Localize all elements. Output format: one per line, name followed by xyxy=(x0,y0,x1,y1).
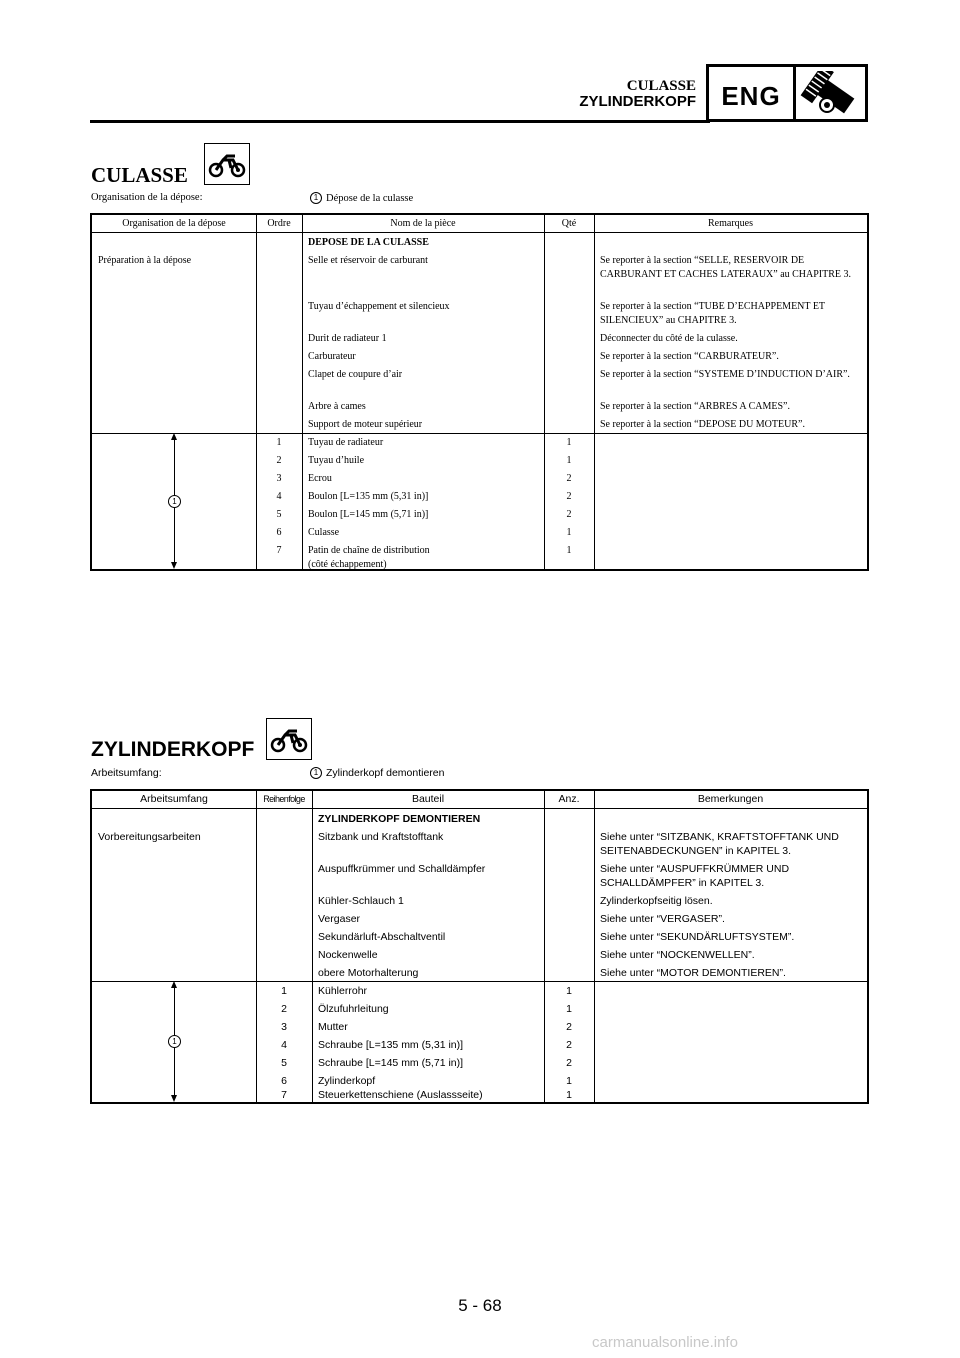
prep-remark: Siehe unter “AUSPUFFKRÜMMER UND SCHALLDÄMPFER” in KAPITEL 3. xyxy=(600,863,790,889)
prep-remark: Siehe unter “NOCKENWELLEN”. xyxy=(600,949,755,961)
removal-table-de xyxy=(90,789,869,1104)
org-label-fr: Organisation de la dépose: xyxy=(91,192,203,203)
part-order: 5 xyxy=(281,1057,287,1069)
header-rule xyxy=(90,120,710,123)
part-name: Schraube [L=135 mm (5,31 in)] xyxy=(318,1039,464,1051)
part-qty: 2 xyxy=(566,1039,572,1051)
prep-part: Clapet de coupure d’air xyxy=(308,369,403,380)
prep-part: Auspuffkrümmer und Schalldämpfer xyxy=(318,863,486,875)
header-title-de: ZYLINDERKOPF xyxy=(579,93,696,110)
org-text-de: Zylinderkopf demontieren xyxy=(326,767,445,779)
prep-label-de: Vorbereitungsarbeiten xyxy=(98,831,201,843)
part-name: Kühlerrohr xyxy=(318,985,368,997)
section-header-fr: DEPOSE DE LA CULASSE xyxy=(308,237,429,248)
part-order: 7 xyxy=(281,1089,287,1101)
col-header-org: Organisation de la dépose xyxy=(122,218,226,229)
part-order: 4 xyxy=(276,491,282,502)
part-name: Culasse xyxy=(308,527,340,538)
part-order: 3 xyxy=(276,473,282,484)
part-qty: 1 xyxy=(566,1003,572,1015)
prep-remark: Siehe unter “VERGASER”. xyxy=(600,913,725,925)
part-order: 1 xyxy=(281,985,287,997)
arrow-head-down xyxy=(171,562,177,569)
prep-remark: Siehe unter “SITZBANK, KRAFTSTOFFTANK UND SEITENABDECKUNGEN” in KAPITEL 3. xyxy=(600,831,839,857)
section-title-de: ZYLINDERKOPF xyxy=(91,738,255,761)
prep-part: Arbre à cames xyxy=(308,401,366,412)
org-text-fr: Dépose de la culasse xyxy=(326,193,414,204)
table-header-fr xyxy=(92,215,867,233)
engine-icon xyxy=(799,71,865,117)
col-header-remarks: Remarques xyxy=(708,218,753,229)
part-name: Ölzufuhrleitung xyxy=(318,1003,389,1015)
range-circle-de: 1 xyxy=(168,1035,181,1048)
prep-remark: Se reporter à la section “CARBURATEUR”. xyxy=(600,351,779,362)
part-order: 4 xyxy=(281,1039,287,1051)
section-label: ENG xyxy=(721,81,781,111)
col-divider xyxy=(594,791,595,1102)
prep-part: Sekundärluft-Abschaltventil xyxy=(318,931,446,943)
motorcycle-icon xyxy=(204,143,250,185)
col-divider xyxy=(302,215,303,569)
col-header-order: Ordre xyxy=(267,218,291,229)
prep-remark: Se reporter à la section “DEPOSE DU MOTEUR”. xyxy=(600,419,805,430)
section-tab-divider xyxy=(793,67,796,119)
col-header-org: Arbeitsumfang xyxy=(140,793,208,805)
prep-part: Vergaser xyxy=(318,913,361,925)
arrow-head-down xyxy=(171,1095,177,1102)
arrow-head-up xyxy=(171,981,177,988)
part-qty: 2 xyxy=(566,1057,572,1069)
part-qty: 1 xyxy=(566,1075,572,1087)
part-order: 6 xyxy=(281,1075,287,1087)
prep-remark: Se reporter à la section “SYSTEME D’INDUCTION D’AIR”. xyxy=(600,369,850,380)
col-divider xyxy=(312,791,313,1102)
prep-part: Carburateur xyxy=(308,351,356,362)
watermark-link[interactable]: carmanualsonline.info xyxy=(592,1334,738,1351)
prep-remark: Zylinderkopfseitig lösen. xyxy=(600,895,713,907)
prep-remark: Se reporter à la section “TUBE D’ECHAPPEMENT ET SILENCIEUX” au CHAPITRE 3. xyxy=(600,301,825,326)
prep-label-fr: Préparation à la dépose xyxy=(98,255,192,266)
prep-part: Support de moteur supérieur xyxy=(308,419,423,430)
part-qty: 1 xyxy=(566,545,572,556)
prep-part: obere Motorhalterung xyxy=(318,967,419,979)
col-header-qty: Qté xyxy=(561,218,577,229)
removal-table-fr xyxy=(90,213,869,571)
col-header-qty: Anz. xyxy=(558,793,580,805)
col-header-part: Bauteil xyxy=(411,793,445,805)
section-title-fr: CULASSE xyxy=(91,163,188,187)
part-qty: 2 xyxy=(566,509,572,520)
part-order: 3 xyxy=(281,1021,287,1033)
part-qty: 1 xyxy=(566,455,572,466)
arrow-head-up xyxy=(171,433,177,440)
prep-part: Selle et réservoir de carburant xyxy=(308,255,428,266)
table-header-de xyxy=(92,791,867,809)
part-qty: 2 xyxy=(566,473,572,484)
part-qty: 1 xyxy=(566,527,572,538)
section-divider xyxy=(92,433,867,434)
part-name: Boulon [L=135 mm (5,31 in)] xyxy=(308,491,429,502)
section-tab xyxy=(706,64,868,122)
part-name: Ecrou xyxy=(308,473,332,484)
prep-remark: Siehe unter “MOTOR DEMONTIEREN”. xyxy=(600,967,786,979)
part-qty: 1 xyxy=(566,437,572,448)
org-value-de xyxy=(310,767,444,779)
part-name: Zylinderkopf xyxy=(318,1075,376,1087)
header-title-fr: CULASSE xyxy=(626,78,696,94)
prep-part: Sitzbank und Kraftstofftank xyxy=(318,831,444,843)
org-value-fr xyxy=(310,192,413,204)
org-label-de: Arbeitsumfang: xyxy=(91,767,162,779)
part-qty: 2 xyxy=(566,1021,572,1033)
range-circle-fr: 1 xyxy=(168,495,181,508)
part-order: 2 xyxy=(276,455,282,466)
prep-remark: Se reporter à la section “SELLE, RESERVOIR DE CARBURANT ET CACHES LATERAUX” au CHAPITRE 3. xyxy=(600,255,852,280)
motorcycle-icon xyxy=(266,718,312,760)
part-name: Tuyau de radiateur xyxy=(308,437,384,448)
part-order: 1 xyxy=(276,437,282,448)
part-name: Patin de chaîne de distribution xyxy=(308,545,430,556)
part-name: Boulon [L=145 mm (5,71 in)] xyxy=(308,509,429,520)
prep-part: Durit de radiateur 1 xyxy=(308,333,387,344)
org-circle-fr: 1 xyxy=(310,192,322,204)
part-qty: 1 xyxy=(566,985,572,997)
part-name: Schraube [L=145 mm (5,71 in)] xyxy=(318,1057,464,1069)
prep-remark: Se reporter à la section “ARBRES A CAMES”. xyxy=(600,401,790,412)
col-header-remarks: Bemerkungen xyxy=(697,793,764,805)
prep-remark: Siehe unter “SEKUNDÄRLUFTSYSTEM”. xyxy=(600,931,795,943)
section-header-de: ZYLINDERKOPF DEMONTIEREN xyxy=(318,813,481,825)
part-name-cont: (côté échappement) xyxy=(308,559,387,570)
part-order: 6 xyxy=(276,527,282,538)
part-name: Steuerkettenschiene (Auslassseite) xyxy=(318,1089,483,1101)
org-circle-de: 1 xyxy=(310,767,322,779)
part-name: Tuyau d’huile xyxy=(308,455,365,466)
part-name: Mutter xyxy=(318,1021,348,1033)
part-qty: 2 xyxy=(566,491,572,502)
col-divider xyxy=(594,215,595,569)
prep-remark: Déconnecter du côté de la culasse. xyxy=(600,333,738,344)
prep-part: Kühler-Schlauch 1 xyxy=(318,895,404,907)
page-number: 5 - 68 xyxy=(458,1296,502,1315)
col-header-order: Reihenfolge xyxy=(263,794,305,804)
part-order: 5 xyxy=(276,509,282,520)
prep-part: Nockenwelle xyxy=(318,949,378,961)
prep-part: Tuyau d’échappement et silencieux xyxy=(308,301,450,312)
part-order: 2 xyxy=(281,1003,287,1015)
part-order: 7 xyxy=(276,545,282,556)
col-header-part: Nom de la pièce xyxy=(390,218,456,229)
section-divider xyxy=(92,981,867,982)
part-qty: 1 xyxy=(566,1089,572,1101)
